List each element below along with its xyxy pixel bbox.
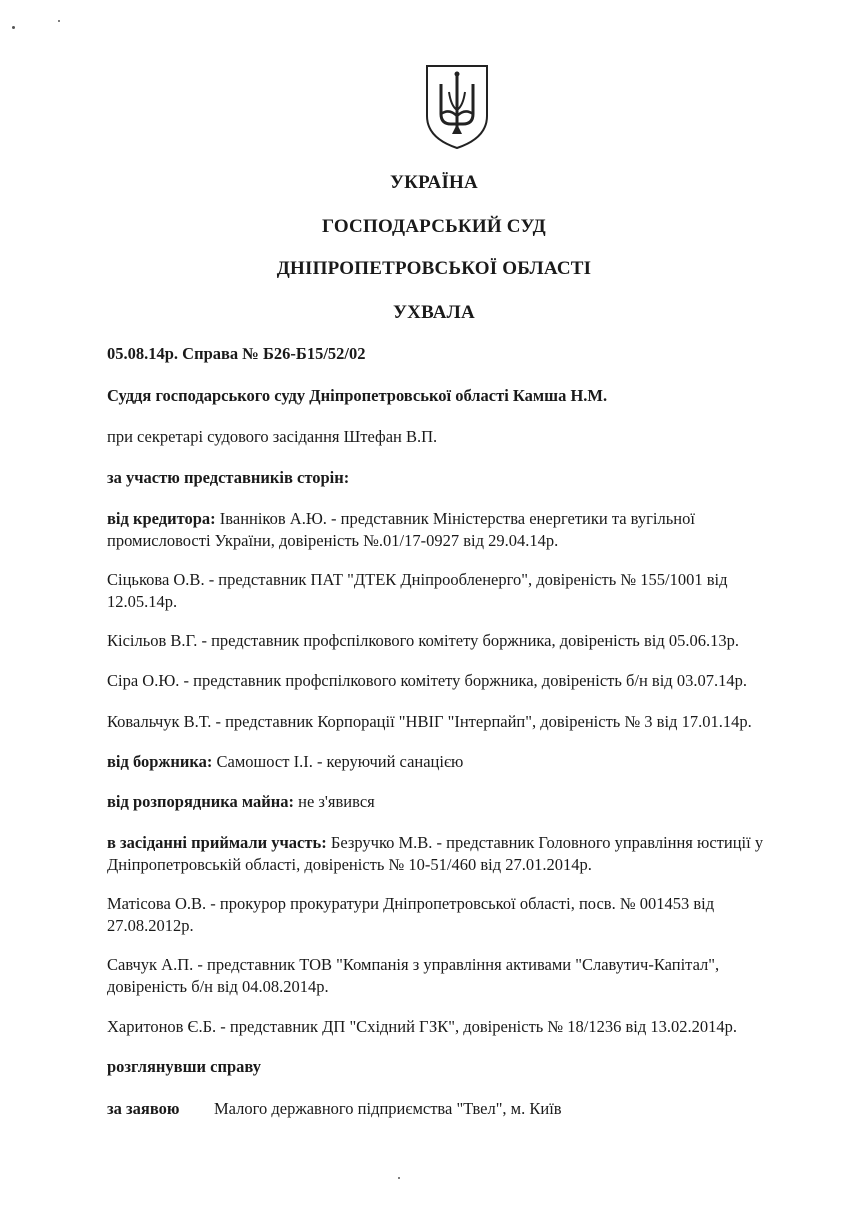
participation-heading: за участю представників сторін: <box>107 468 350 487</box>
savchuk-text: Савчук А.П. - представник ТОВ "Компанія з управління активами "Славутич-Капітал", <box>107 955 720 974</box>
considering-line: розглянувши справу <box>107 1057 261 1076</box>
debtor-label: від боржника: <box>107 752 213 771</box>
scan-speck <box>12 26 15 29</box>
secretary-line: при секретарі судового засідання Штефан В.П. <box>107 427 438 446</box>
region-heading: ДНІПРОПЕТРОВСЬКОЇ ОБЛАСТІ <box>276 258 592 279</box>
kharytonov-text: Харитонов Є.Б. - представник ДП "Східний ГЗК", довіреність № 18/1236 від 13.02.2014р. <box>107 1017 738 1036</box>
application-text: Малого державного підприємства "Твел", м. Київ <box>214 1099 562 1118</box>
application-label-wrap <box>107 1098 179 1120</box>
sitskova-text: Сіцькова О.В. - представник ПАТ "ДТЕК Дніпрообленерго", довіреність № 155/1001 від <box>107 570 728 589</box>
debtor-text: Самошост І.І. - керуючий санацією <box>212 752 464 771</box>
sira-text: Сіра О.Ю. - представник профспілкового комітету боржника, довіреність б/н від 03.07.14р. <box>107 671 747 690</box>
kisilov-text: Кісільов В.Г. - представник профспілкового комітету боржника, довіреність від 05.06.13р. <box>107 631 739 650</box>
participants-text: Безручко М.В. - представник Головного управління юстиції у <box>326 833 764 852</box>
case-number-line: 05.08.14р. Справа № Б26-Б15/52/02 <box>107 344 366 363</box>
savchuk-paragraph <box>107 954 807 998</box>
coat-of-arms-icon <box>421 62 493 150</box>
scan-speck <box>58 20 60 22</box>
matisova-text-cont: 27.08.2012р. <box>107 916 194 935</box>
debtor-paragraph <box>107 751 807 773</box>
matisova-text: Матісова О.В. - прокурор прокуратури Дніпропетровської області, посв. № 001453 від <box>107 894 715 913</box>
creditor-text-cont: промисловості України, довіреність №.01/17-0927 від 29.04.14р. <box>107 531 559 550</box>
savchuk-text-cont: довіреність б/н від 04.08.2014р. <box>107 977 329 996</box>
participants-paragraph <box>107 832 807 876</box>
property-manager-text: не з'явився <box>294 792 375 811</box>
matisova-paragraph <box>107 893 807 937</box>
sitskova-text-cont: 12.05.14р. <box>107 592 178 611</box>
application-label: за заявою <box>107 1099 180 1118</box>
property-manager-label: від розпорядника майна: <box>107 792 295 811</box>
document-type-heading: УХВАЛА <box>393 302 475 323</box>
sitskova-paragraph <box>107 569 807 613</box>
property-manager-paragraph <box>107 791 807 813</box>
creditor-label: від кредитора: <box>107 509 216 528</box>
country-heading: УКРАЇНА <box>390 172 478 193</box>
participants-label: в засіданні приймали участь: <box>107 833 327 852</box>
court-heading: ГОСПОДАРСЬКИЙ СУД <box>322 216 546 237</box>
participants-text-cont: Дніпропетровській області, довіреність № 10-51/460 від 27.01.2014р. <box>107 855 592 874</box>
scan-speck <box>398 1177 400 1179</box>
kovalchuk-text: Ковальчук В.Т. - представник Корпорації "НВІГ "Інтерпайп", довіреність № 3 від 17.01.14р. <box>107 712 752 731</box>
judge-line: Суддя господарського суду Дніпропетровської області Камша Н.М. <box>107 386 608 405</box>
creditor-text: Іванніков А.Ю. - представник Міністерства енергетики та вугільної <box>215 509 695 528</box>
creditor-paragraph <box>107 508 807 552</box>
